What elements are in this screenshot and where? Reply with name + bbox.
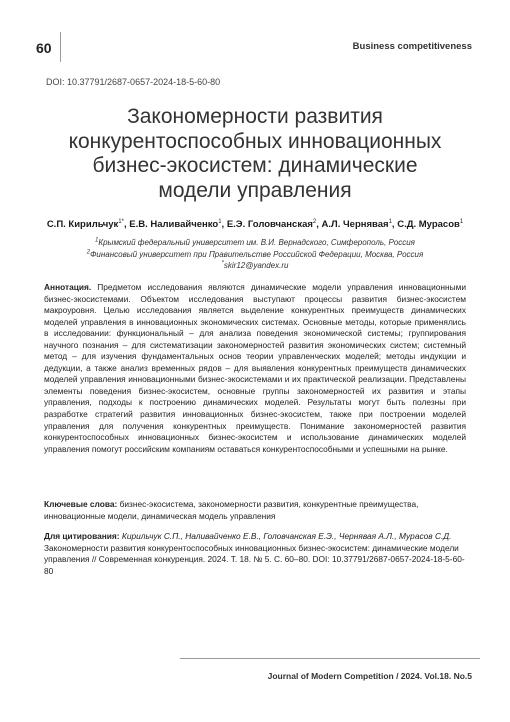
footer-divider bbox=[180, 658, 480, 659]
citation-authors: Кирильчук С.П., Наливайченко Е.В., Головчанская Е.Э., Чернявая А.Л., Мурасов С.Д. bbox=[121, 531, 452, 541]
author-sup: 2 bbox=[312, 218, 317, 225]
citation bbox=[44, 531, 466, 577]
author-name: А.Л. Чернявая bbox=[321, 219, 389, 230]
affiliation bbox=[40, 237, 470, 249]
keywords-label: Ключевые слова: bbox=[44, 499, 118, 509]
abstract-label: Аннотация. bbox=[44, 282, 92, 292]
author-sup: 1* bbox=[118, 218, 124, 225]
affiliation-sup: 1 bbox=[95, 237, 99, 244]
header-divider bbox=[60, 32, 61, 62]
contact-email bbox=[40, 260, 470, 272]
author-name: С.Д. Мурасов bbox=[397, 219, 460, 230]
affiliation-text: Финансовый университет при Правительстве Российской Федерации, Москва, Россия bbox=[90, 249, 424, 259]
affiliation bbox=[40, 249, 470, 261]
title-line: модели управления bbox=[158, 178, 352, 202]
affiliation-sup: * bbox=[221, 260, 224, 267]
doi: DOI: 10.37791/2687-0657-2024-18-5-60-80 bbox=[46, 77, 221, 87]
citation-label: Для цитирования: bbox=[44, 531, 120, 541]
author-sup: 1 bbox=[388, 218, 392, 225]
author-name: С.П. Кирильчук bbox=[46, 219, 119, 230]
author-name: Е.Э. Головчанская bbox=[226, 219, 313, 230]
affiliations bbox=[40, 237, 470, 272]
title-line: бизнес-экосистем: динамические bbox=[92, 154, 418, 177]
citation-text: Закономерности развития конкурентоспособных инновационных бизнес-экосистем: динамические модели управления // Современная конкуренция. 2024. Т. 18. № 5. С. 60–80. DOI: 10.37791/2687-0657-2024-18-5-60-80 bbox=[44, 542, 465, 576]
affiliation-text: Крымский федеральный университет им. В.И. Вернадского, Симферополь, Россия bbox=[98, 238, 415, 247]
author-list: С.П. Кирильчук$^{1*}$, Е.В. Наливайченко$^1$, Е.Э. Головчанская$^2$, А.Л. Чернявая$^1$, С.Д. Мурасов$^1$ bbox=[46, 218, 464, 230]
abstract-text: Предметом исследования являются динамические модели управления инновационными бизнес-экосистемами. Объектом исследования выступают процессы развития бизнес-экосистем макроуровня. Целью исследования является выделение конкурентных преимуществ динамических моделей управления в инновационных экономических системах. Основные методы, которые применялись в исследовании: функциональный – для анализа поведения экономической системы; группирования научного познания – для систематизации закономерностей развития экономических систем; системный метод – для изучения фундаментальных основ теории управленческих моделей; методы индукции и дедукции, а также анализ временных рядов – для выявления конкурентных преимуществ динамических моделей управления инновационными бизнес-экосистемами и их практической реализации. Представлены элементы поведения бизнес-экосистем, основные группы закономерностей их развития и этапы управления, подходы к построению динамических моделей. Результаты могут быть полезны при разработке стратегий развития инновационных бизнес-экосистем, также при построении моделей управления для получения конкурентных преимуществ. Понимание закономерностей развития конкурентоспособных инновационных бизнес-экосистем и использование динамических моделей управления помогут российским компаниям оставаться конкурентоспособными и успешными на рынке. bbox=[44, 282, 466, 454]
author-name: Е.В. Наливайченко bbox=[129, 219, 219, 230]
title-line: конкурентоспособных инновационных bbox=[68, 129, 442, 153]
keywords bbox=[44, 499, 466, 522]
author-sup: 1 bbox=[218, 218, 222, 225]
abstract bbox=[44, 282, 466, 455]
keywords-text: бизнес-экосистема, закономерности развития, конкурентные преимущества, инновационные модели, динамическая модель управления bbox=[44, 499, 419, 521]
journal-section-header: Business competitiveness bbox=[352, 41, 472, 52]
author-sup: 1 bbox=[459, 218, 464, 225]
journal-footer: Journal of Modern Competition / 2024. Vol.18. No.5 bbox=[267, 671, 472, 681]
title-line: Закономерности развития bbox=[127, 105, 383, 128]
page-number: 60 bbox=[36, 40, 52, 56]
article-title bbox=[40, 105, 470, 203]
email-text: skir12@yandex.ru bbox=[223, 261, 289, 270]
affiliation-sup: 2 bbox=[86, 248, 91, 255]
